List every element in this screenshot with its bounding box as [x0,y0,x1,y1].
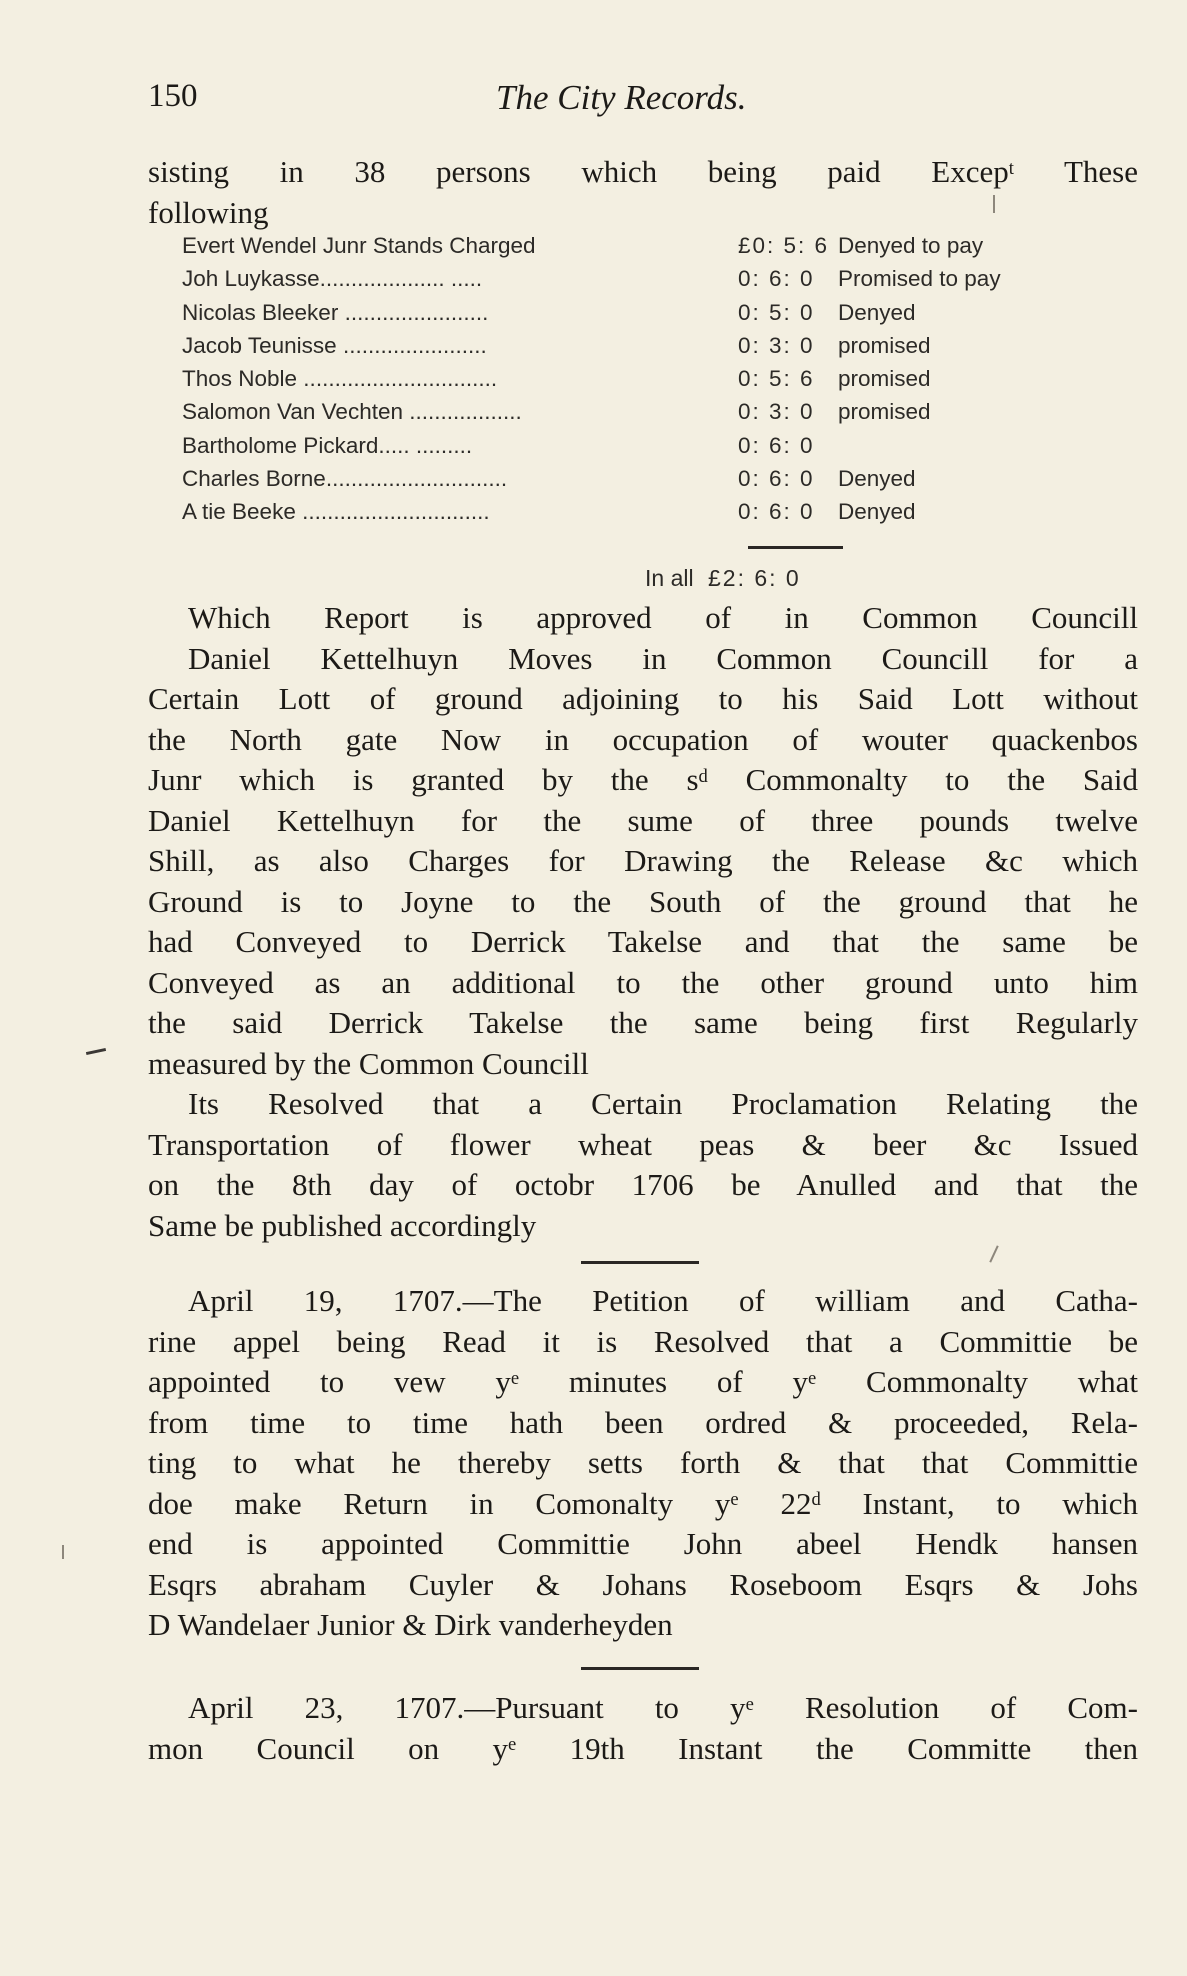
section-divider [581,1261,699,1264]
ledger-row: A tie Beeke .............................. 0: 6: 0 Denyed [182,499,916,525]
text-line: appointed to vew $y^e$ minutes of $y^e$ Commonalty what [148,1364,1138,1399]
text-line: D Wandelaer Junior & Dirk vanderheyden [148,1607,673,1642]
text-line: Ground is to Joyne to the South of the ground that he [148,883,1138,919]
council-minutes [148,598,1138,1246]
running-title: The City Records. [496,78,747,117]
text-line: Which Report is approved of in Common Councill [188,600,1138,635]
text-line: Certain Lott of ground adjoining to his Said Lott without [148,681,1138,716]
ledger-row: Joh Luykasse.................... ..... 0: 6: 0 Promised to pay [182,266,1001,292]
text-line: end is appointed Committie John abeel Hendk hansen [148,1526,1138,1561]
ink-mark [989,1245,998,1262]
text-line: sisting in 38 persons which being paid Excep$^t$ These [148,154,1138,189]
ledger-row: Jacob Teunisse ....................... 0: 3: 0 promised [182,332,931,358]
ledger-table [182,233,1122,533]
ink-mark [62,1545,64,1559]
text-line: measured by the Common Councill [148,1045,589,1081]
total-amount: £2: 6: 0 [707,565,801,591]
text-line: Junr which is granted by the $s^d$ Commonalty to the Said [148,762,1138,797]
text-line: ting to what he thereby setts forth & that that Committie [148,1445,1138,1480]
ledger-row: Evert Wendel Junr Stands Charged £0: 5: 6 Denyed to pay [182,233,984,258]
sum-rule [748,546,843,549]
april-19-entry [148,1281,1138,1646]
text-line: April 19, 1707.—The Petition of william and Catha- [188,1283,1138,1318]
text-line: rine appel being Read it is Resolved that a Committie be [148,1323,1138,1359]
margin-mark [86,1048,106,1055]
ledger-row: Bartholome Pickard..... ......... 0: 6: 0 [182,432,815,458]
april-23-entry [148,1688,1138,1769]
total-label: In all [645,565,694,591]
text-line: on the 8th day of octobr 1706 be Anulled and that the [148,1167,1138,1202]
text-line: from time to time hath been ordred & proceeded, Rela- [148,1404,1138,1440]
text-line: the said Derrick Takelse the same being first Regularly [148,1005,1138,1040]
text-line: Daniel Kettelhuyn for the sume of three pounds twelve [148,802,1138,838]
text-line: Shill, as also Charges for Drawing the Release &c which [148,843,1138,878]
ledger-total [645,565,801,592]
text-line: had Conveyed to Derrick Takelse and that the same be [148,924,1138,959]
text-line: Daniel Kettelhuyn Moves in Common Councill for a [188,640,1138,676]
text-line: the North gate Now in occupation of wouter quackenbos [148,721,1138,757]
text-line: Same be published accordingly [148,1207,537,1243]
text-line: Its Resolved that a Certain Proclamation Relating the [188,1086,1138,1121]
page-number: 150 [148,78,198,114]
ink-mark [993,195,995,213]
text-line: Esqrs abraham Cuyler & Johans Roseboom Esqrs & Johs [148,1566,1138,1602]
ledger-row: Nicolas Bleeker ....................... 0: 5: 0 Denyed [182,299,916,325]
section-divider [581,1667,699,1670]
text-line: Conveyed as an additional to the other ground unto him [148,964,1138,1000]
intro-text [148,152,1138,233]
ledger-row: Salomon Van Vechten .................. 0: 3: 0 promised [182,399,931,425]
page-header [148,78,1138,128]
text-line: mon Council on $y^e$ 19th Instant the Committe then [148,1730,1138,1766]
ledger-row: Thos Noble ............................... 0: 5: 6 promised [182,366,931,392]
text-line: doe make Return in Comonalty $y^e$ 22$^d$ Instant, to which [148,1485,1138,1521]
text-line: April 23, 1707.—Pursuant to $y^e$ Resolution of Com- [188,1690,1138,1725]
ledger-row: Charles Borne............................. 0: 6: 0 Denyed [182,466,916,492]
text-line: Transportation of flower wheat peas & beer &c Issued [148,1126,1138,1162]
text-line: following [148,194,269,230]
